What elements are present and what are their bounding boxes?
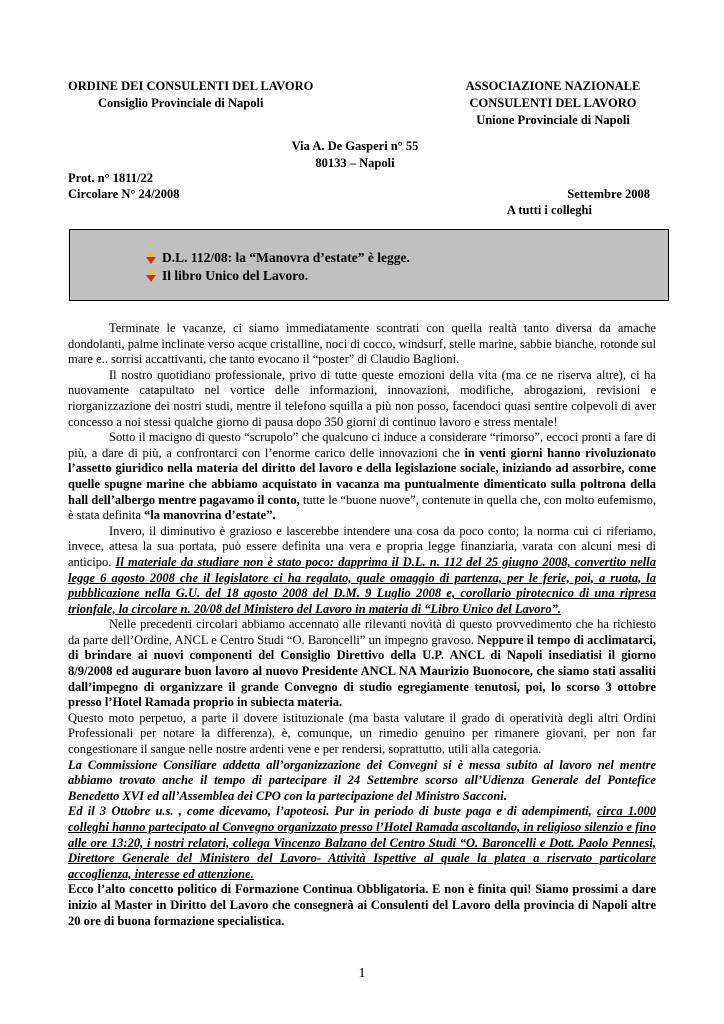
header-right	[440, 78, 666, 129]
circular-body	[68, 321, 656, 929]
paragraph-circulars: Nelle precedenti circolari abbiamo accennato alle rilevanti novità di questo provvedimento che ha richiesto da parte dell’Ordine, ANCL e Centro Studi “O. Baroncelli” un impegno gravoso. Neppure il tempo di acclimatarci, di brindare ai nuovi componenti del Consiglio Direttivo della U.P. ANCL di Napoli insediatisi il giorno 8/9/2008 ed augurare buon lavoro al nuovo Presidente ANCL NA Maurizio Buonocore, che siamo stati assaliti dall’impegno di organizzare il grande Convegno di studio egregiamente tenutosi, poi, lo scorso 3 ottobre presso l’Hotel Ramada proprio in subiecta materia.	[68, 617, 656, 710]
protocol-block	[68, 170, 179, 202]
address-city: 80133 – Napoli	[315, 156, 395, 170]
association-line-2: CONSULENTI DEL LAVORO	[469, 96, 637, 110]
circular-number: Circolare N° 24/2008	[68, 187, 180, 201]
paragraph-vacations: Terminate le vacanze, ci siamo immediatamente scontrati con quella realtà tanto diversa da amache dondolanti, palme inclinate verso acque cristalline, noci di cocco, windsurf, stelle marine, sabbie bianche, rotonde sul mare e.. sorrisi accattivanti, che tanto evocano il “poster” di Claudio Baglioni.	[68, 321, 656, 367]
association-line-1: ASSOCIAZIONE NAZIONALE	[465, 79, 641, 93]
date-block	[470, 186, 650, 218]
order-subtitle: Consiglio Provinciale di Napoli	[98, 96, 264, 110]
topic-text: D.L. 112/08: la “Manovra d’estate” è legge.	[162, 250, 410, 265]
protocol-number: Prot. n° 1811/22	[68, 171, 153, 185]
topic-item	[146, 249, 410, 267]
paragraph-october-event: Ed il 3 Ottobre u.s. , come dicevamo, l’apoteosi. Pur in periodo di buste paga e di adempimenti, circa 1.000 colleghi hanno partecipato al Convegno organizzato presso l’Hotel Ramada ascoltando, in religioso silenzio e fino alle ore 13:20, i nostri relatori, collega Vincenzo Balzano del Centro Studi “O. Baroncelli e Dott. Paolo Pennesi, Direttore Generale del Ministero del Lavoro- Attività Ispettive al quale la platea a riservato particolare accoglienza, interesse ed attenzione.	[68, 804, 656, 881]
paragraph-daily-work: Il nostro quotidiano professionale, privo di tutte queste emozioni della vita (ma ce ne riserva altre), ci ha nuovamente catapultato nel vortice delle informazioni, innovazioni, modifiche, abrogazioni, revisioni e riorganizzazione dei nostri studi, mentre il telefono squilla a più non posso, facendoci quasi sentire colpevoli di aver concesso a noi stessi qualche giorno di pausa dopo 350 giorni di continuo lavoro e stress mentale!	[68, 367, 656, 429]
circular-date: Settembre 2008	[567, 187, 650, 201]
arrow-down-icon	[146, 270, 156, 282]
address	[240, 138, 470, 172]
order-title: ORDINE DEI CONSULENTI DEL LAVORO	[68, 79, 314, 93]
recipients: A tutti i colleghi	[506, 203, 592, 217]
topics-list	[146, 249, 410, 285]
topic-item	[146, 267, 410, 285]
paragraph-commission: La Commissione Consiliare addetta all’organizzazione dei Convegni si è messa subito al lavoro nel mentre abbiamo trovato anche il tempo di partecipare il 24 Settembre scorso all’Udienza Generale del Pontefice Benedetto XVI ed all’Assemblea dei CPO con la partecipazione del Ministro Sacconi.	[68, 757, 656, 803]
arrow-down-icon	[146, 252, 156, 264]
paragraph-decree: Invero, il diminutivo è grazioso e lascerebbe intendere una cosa da poco conto; la norma cui ci riferiamo, invece, attesa la sua portata, può essere definita una vera e propria legge finanziaria, varata con alcuni mesi di anticipo. Il materiale da studiare non è stato poco: dapprima il D.L. n. 112 del 25 giugno 2008, convertito nella legge 6 agosto 2008 che il legislatore ci ha regalato, quale omaggio di partenza, per le ferie, poi, a ruota, la pubblicazione nella G.U. del 18 agosto 2008 del D.M. 9 Luglio 2008 e, corollario pirotecnico di una ripresa trionfale, la circolare n. 20/08 del Ministero del Lavoro in materia di “Libro Unico del Lavoro”.	[68, 523, 656, 616]
address-street: Via A. De Gasperi n° 55	[291, 139, 419, 153]
association-line-3: Unione Provinciale di Napoli	[476, 113, 630, 127]
paragraph-perpetual-motion: Questo moto perpetuo, a parte il dovere istituzionale (ma basta valutare il grado di operatività degli altri Ordini Professionali per notare la differenza), è, comunque, un rimedio genuino per rimanere giovani, per non far congestionare il sangue nelle nostre ardenti vene e per rendersi, soprattutto, utili alla categoria.	[68, 710, 656, 757]
paragraph-innovations: Sotto il macigno di questo “scrupolo” che qualcuno ci induce a considerare “rimorso”, eccoci pronti a fare di più, a dare di più, a confrontarci con l’enorme carico delle innovazioni che in venti giorni hanno rivoluzionato l’assetto giuridico nella materia del diritto del lavoro e della legislazione sociale, iniziando ad assorbire, come quelle spugne marine che abbiamo acquistato in vacanza ma puntualmente dimenticato sulla poltrona della hall dell’albergo mentre pagavamo il conto, tutte le “buone nuove”, contenute in quella che, con molto eufemismo, è stata definita “la manovrina d’estate”.	[68, 430, 656, 523]
topic-text: Il libro Unico del Lavoro.	[162, 268, 309, 283]
paragraph-master: Ecco l’alto concetto politico di Formazione Continua Obbligatoria. E non è finita qui! Siamo prossimi a dare inizio al Master in Diritto del Lavoro che consegnerà ai Consulenti del Lavoro della provincia di Napoli altre 20 ore di buona formazione specialistica.	[68, 882, 656, 928]
header-left	[68, 78, 313, 112]
topics-box	[69, 229, 669, 301]
page-number: 1	[358, 966, 366, 981]
